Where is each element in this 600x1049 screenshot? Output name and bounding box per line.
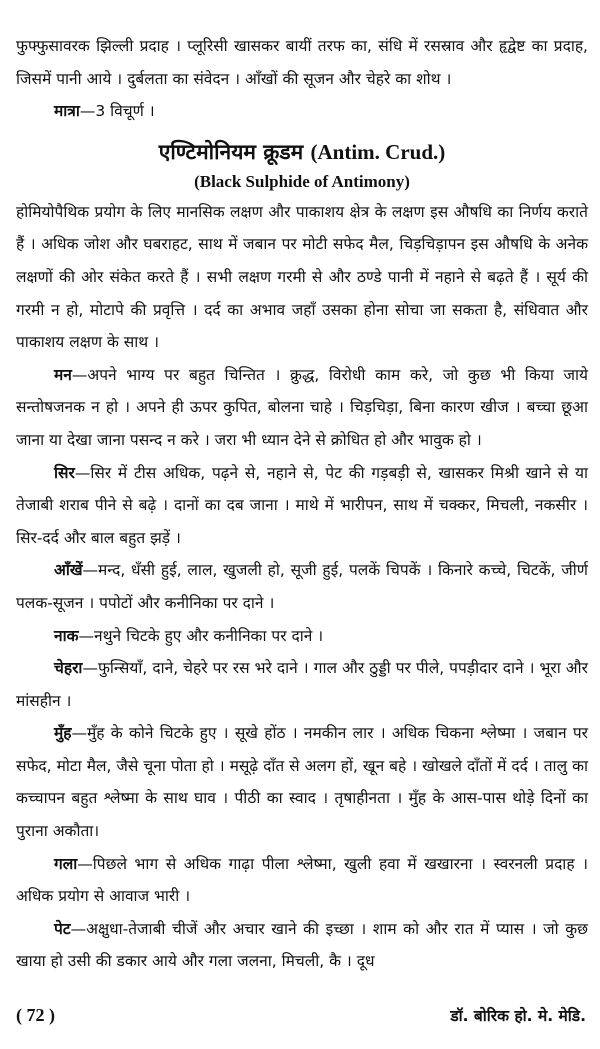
section-label: मन bbox=[54, 365, 72, 384]
section-text: —मन्द, धँसी हुई, लाल, खुजली हो, सूजी हुई, पलकें चिपकें । किनारे कच्चे, चिटकें, जीर्ण पलक-सूजन । पपोटों और कनीनिका पर दाने । bbox=[16, 561, 588, 612]
intro-paragraph: फुफ्फुसावरक झिल्ली प्रदाह । प्लूरिसी खासकर बायीं तरफ का, संधि में रसस्राव और हृद्वेष्ट का प्रदाह, जिसमें पानी आये । दुर्बलता का संवेदन । आँखों की सूजन और चेहरे का शोथ । bbox=[16, 37, 588, 88]
section-text: —सिर में टीस अधिक, पढ़ने से, नहाने से, पेट की गड़बड़ी से, खासकर मिश्री खाने से या तेजाबी शराब पीने से बढ़े । दानों का दब जाना । माथे में भारीपन, साथ में चक्कर, मिचली, नकसीर । सिर-दर्द और बाल बहुत झड़ें । bbox=[16, 463, 588, 547]
section-label: चेहरा bbox=[54, 659, 83, 678]
section-stomach bbox=[16, 913, 588, 978]
page-footer bbox=[16, 1000, 586, 1030]
section-text: —नथुने चिटके हुए और कनीनिका पर दाने । bbox=[78, 626, 324, 645]
remedy-title-latin: (Antim. Crud.) bbox=[310, 139, 446, 164]
section-label: आँखें bbox=[54, 561, 83, 580]
section-label: सिर bbox=[54, 463, 75, 482]
section-text: —मुँह के कोने चिटके हुए । सूखे होंठ । नमकीन लार । अधिक चिकना श्लेष्मा । जबान पर सफेद, मोटा मैल, जैसे चूना पोता हो । मसूढ़े दाँत से अलग हों, खून बहे । खोखले दाँतों में दर्द । तालु का कच्चापन बहुत श्लेष्मा के साथ घाव । पीठी का स्वाद । तृषाहीनता । मुँह के आस-पास थोड़े दिनों का पुराना अकौता। bbox=[16, 724, 588, 841]
section-label: गला bbox=[54, 854, 78, 873]
section-text: —अक्षुधा-तेजाबी चीजें और अचार खाने की इच्छा । शाम को और रात में प्यास । जो कुछ खाया हो उसी की डकार आये और गला जलना, मिचली, कै । दूध bbox=[16, 919, 588, 971]
remedy-title bbox=[16, 134, 588, 170]
dose-paragraph bbox=[16, 95, 588, 128]
remedy-description: होमियोपैथिक प्रयोग के लिए मानसिक लक्षण और पाकाशय क्षेत्र के लक्षण इस औषधि का निर्णय कराते हैं । अधिक जोश और घबराहट, साथ में जबान पर मोटी सफेद मैल, चिड़चिड़ापन इस औषधि के अनेक लक्षणों की ओर संकेत करते हैं । सभी लक्षण गरमी से और ठण्डे पानी में नहाने से बढ़ते हैं । सूर्य की गरमी न हो, मोटापे की प्रवृत्ति । दर्द का अभाव जहाँ उसका होना सोचा जा सकता है, संधिवात और पाकाशय लक्षण के साथ । bbox=[16, 202, 588, 352]
section-label: नाक bbox=[54, 626, 79, 645]
section-label: मुँह bbox=[54, 724, 72, 743]
section-mouth bbox=[16, 717, 588, 847]
dose-text: —3 विचूर्ण । bbox=[79, 102, 155, 121]
remedy-title-hindi: एण्टिमोनियम क्रूडम bbox=[158, 139, 304, 164]
section-text: —अपने भाग्य पर बहुत चिन्तित । क्रुद्ध, विरोधी काम करे, जो कुछ भी किया जाये सन्तोषजनक न हो । अपने ही ऊपर कुपित, बोलना चाहे । चिड़चिड़ा, बिना कारण खीज । बच्चा छूआ जाना या देखा जाना पसन्द न करे । जरा भी ध्यान देने से क्रोधित हो और भावुक हो । bbox=[16, 365, 588, 449]
section-text: —पिछले भाग से अधिक गाढ़ा पीला श्लेष्मा, खुली हवा में खखारना । स्वरनली प्रदाह । अधिक प्रयोग से आवाज भारी । bbox=[16, 854, 588, 906]
remedy-subtitle: (Black Sulphide of Antimony) bbox=[194, 171, 410, 191]
section-throat bbox=[16, 848, 588, 913]
section-head bbox=[16, 457, 588, 555]
section-text: —फुन्सियाँ, दाने, चेहरे पर रस भरे दाने । गाल और ठुड्डी पर पीले, पपड़ीदार दाने । भूरा और मांसहीन । bbox=[16, 659, 588, 710]
section-mind bbox=[16, 359, 588, 457]
section-face bbox=[16, 652, 588, 717]
book-title: डॉ. बोरिक हो. मे. मेडि. bbox=[450, 1007, 586, 1025]
page-number: ( 72 ) bbox=[16, 1004, 55, 1025]
section-label: पेट bbox=[54, 919, 71, 938]
page-content bbox=[16, 30, 588, 978]
section-nose bbox=[16, 620, 588, 653]
section-eyes bbox=[16, 554, 588, 619]
dose-label: मात्रा bbox=[54, 102, 80, 121]
